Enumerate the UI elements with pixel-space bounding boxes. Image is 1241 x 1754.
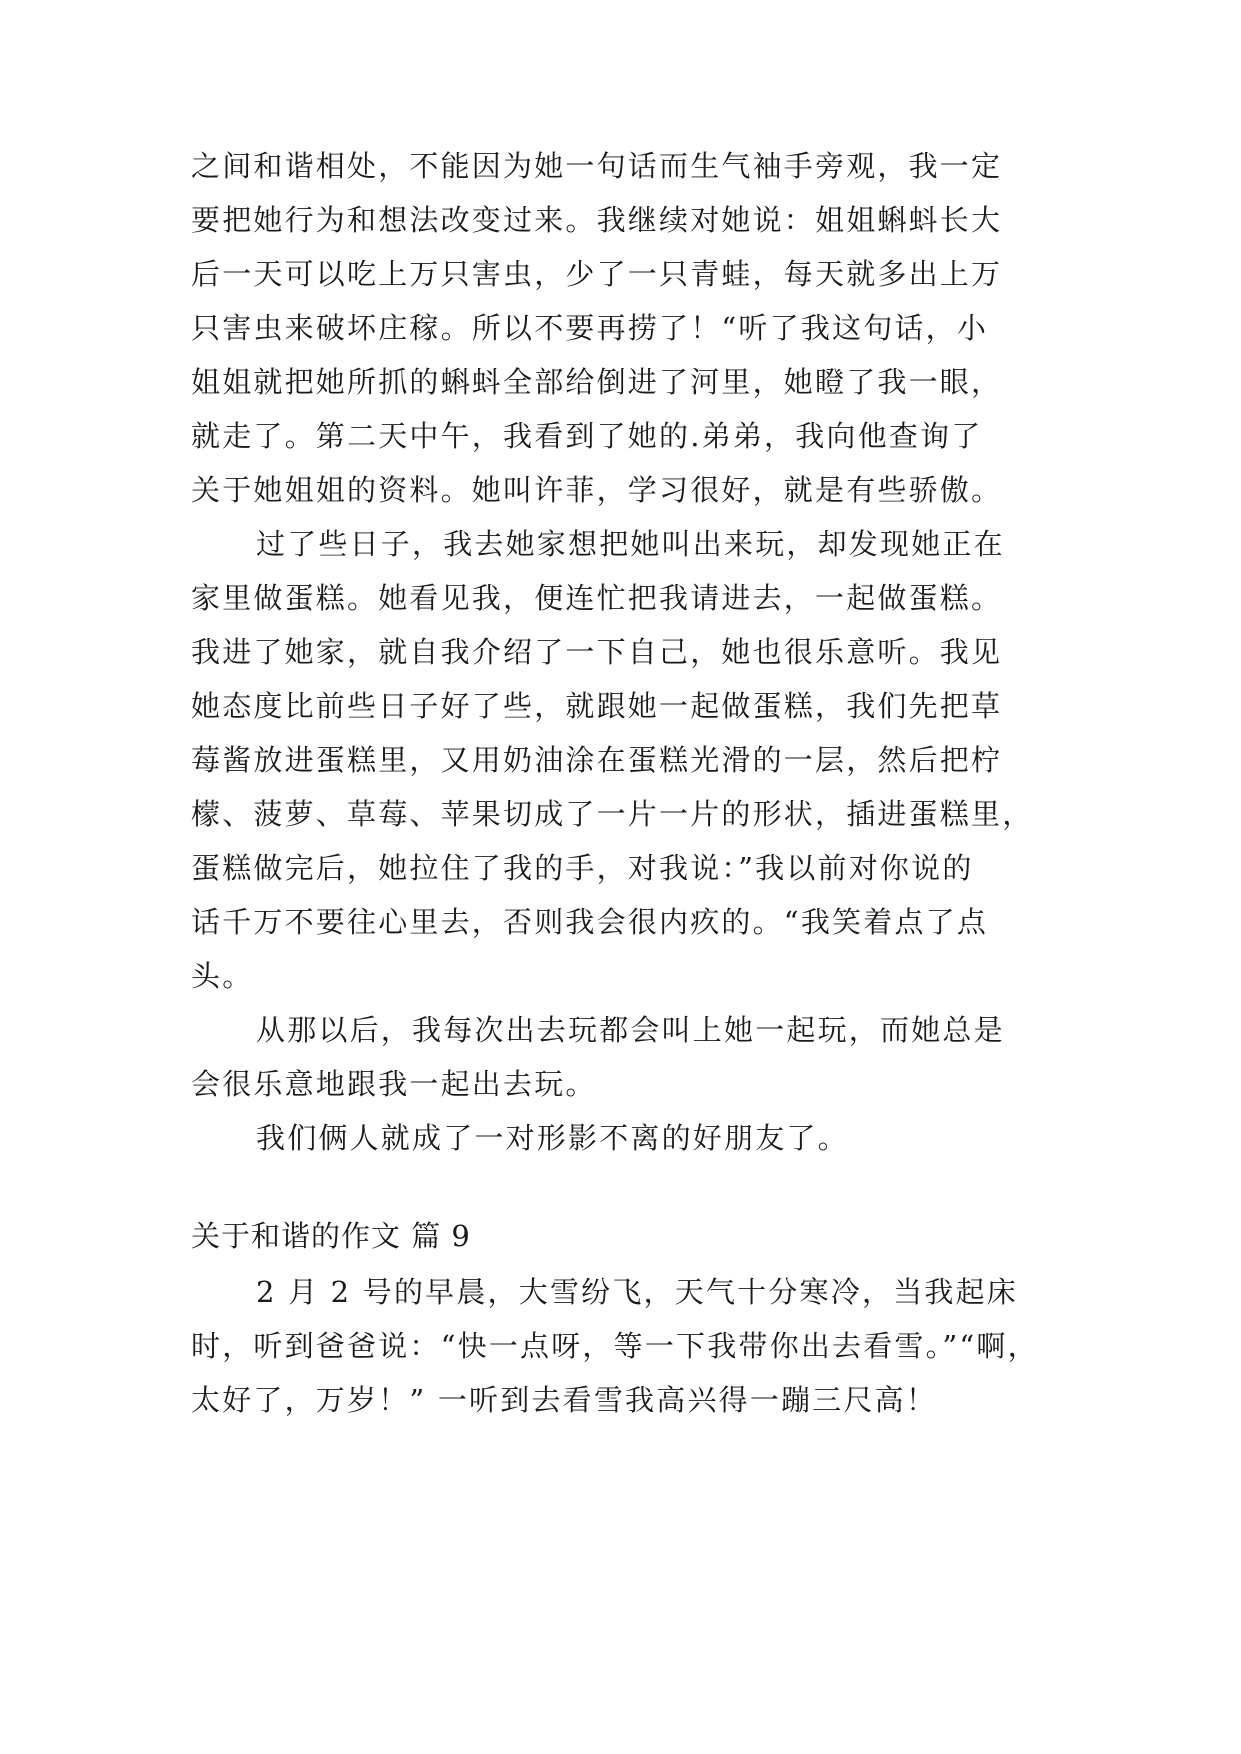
text-line: 话千万不要往心里去，否则我会很内疚的。“我笑着点了点 bbox=[191, 905, 989, 939]
text-line: 关于她姐姐的资料。她叫许菲，学习很好，就是有些骄傲。 bbox=[191, 473, 1003, 507]
text-line: 时，听到爸爸说：“快一点呀，等一下我带你出去看雪。”“啊， bbox=[191, 1329, 1039, 1363]
paragraph-first-line: 我们俩人就成了一对形影不离的好朋友了。 bbox=[256, 1121, 849, 1155]
text-line: 头。 bbox=[191, 959, 254, 993]
section-heading: 关于和谐的作文 篇 9 bbox=[191, 1219, 471, 1253]
text-line: 要把她行为和想法改变过来。我继续对她说：姐姐蝌蚪长大 bbox=[191, 203, 1003, 237]
text-line: 蛋糕做完后，她拉住了我的手，对我说：”我以前对你说的 bbox=[191, 851, 974, 885]
text-line: 太好了，万岁！” 一听到去看雪我高兴得一蹦三尺高！ bbox=[191, 1383, 938, 1417]
text-line: 她态度比前些日子好了些，就跟她一起做蛋糕，我们先把草 bbox=[191, 689, 1003, 723]
text-line: 莓酱放进蛋糕里，又用奶油涂在蛋糕光滑的一层，然后把柠 bbox=[191, 743, 1003, 777]
text-line: 之间和谐相处，不能因为她一句话而生气袖手旁观，我一定 bbox=[191, 149, 1003, 183]
paragraph-first-line: 2 月 2 号的早晨，大雪纷飞，天气十分寒冷，当我起床 bbox=[256, 1275, 1018, 1309]
text-line: 就走了。第二天中午，我看到了她的.弟弟，我向他查询了 bbox=[191, 419, 983, 453]
text-line: 会很乐意地跟我一起出去玩。 bbox=[191, 1067, 597, 1101]
text-line: 姐姐就把她所抓的蝌蚪全部给倒进了河里，她瞪了我一眼， bbox=[191, 365, 1003, 399]
text-line: 檬、菠萝、草莓、苹果切成了一片一片的形状，插进蛋糕里， bbox=[191, 797, 1034, 831]
text-line: 只害虫来破坏庄稼。所以不要再捞了！“听了我这句话，小 bbox=[191, 311, 989, 345]
text-line: 我进了她家，就自我介绍了一下自己，她也很乐意听。我见 bbox=[191, 635, 1003, 669]
paragraph-first-line: 过了些日子，我去她家想把她叫出来玩，却发现她正在 bbox=[256, 527, 1005, 561]
text-line: 家里做蛋糕。她看见我，便连忙把我请进去，一起做蛋糕。 bbox=[191, 581, 1003, 615]
paragraph-first-line: 从那以后，我每次出去玩都会叫上她一起玩，而她总是 bbox=[256, 1013, 1005, 1047]
text-line: 后一天可以吃上万只害虫，少了一只青蛙，每天就多出上万 bbox=[191, 257, 1003, 291]
